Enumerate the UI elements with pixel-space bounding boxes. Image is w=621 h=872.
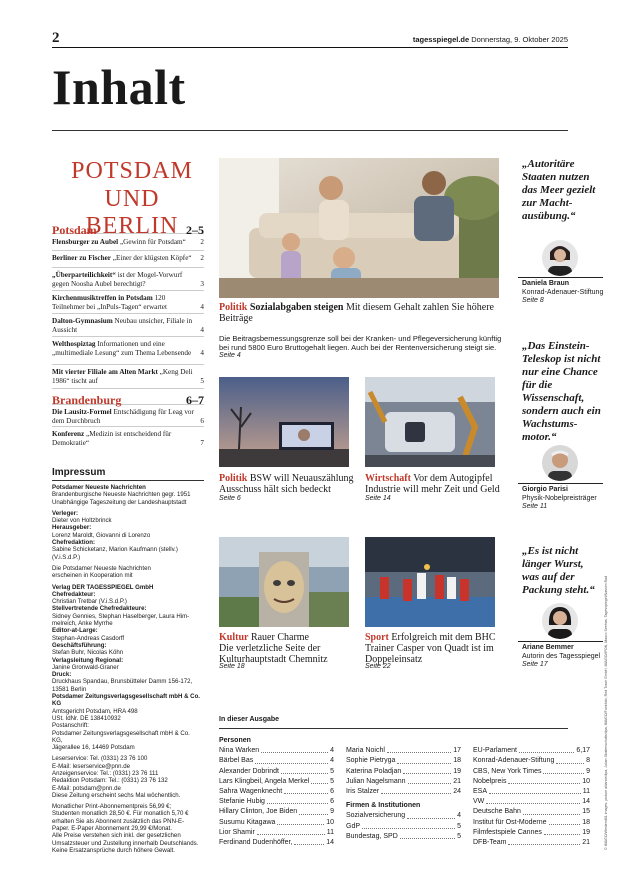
index-entry-name: Alexander Dobrindt (219, 767, 279, 775)
toc-group-heading[interactable] (52, 223, 204, 238)
impressum-rule (52, 480, 204, 481)
section-heading-line1: POTSDAM (71, 158, 193, 184)
index-entry-page: 21 (453, 777, 461, 785)
impressum-line: Geschäftsführung: (52, 641, 107, 649)
toc-item-page: 4 (200, 303, 204, 312)
impressum-line: USt. IdNr. DE 138410932 (52, 714, 121, 722)
quote-rule (518, 641, 603, 642)
index-leader-dots (400, 832, 455, 839)
impressum-body (52, 484, 204, 854)
index-leader-dots (397, 756, 451, 763)
index-entry[interactable] (473, 797, 590, 807)
teaser-caption-autogipfel[interactable] (365, 473, 500, 495)
toc-item[interactable] (52, 368, 204, 386)
impressum-line: Brandenburgische Neueste Nachrichten gegr. 1951 (52, 491, 191, 499)
index-entry-page: 6 (330, 788, 334, 796)
index-entry-page: 18 (582, 818, 590, 826)
index-entry-page: 19 (582, 828, 590, 836)
index-entry[interactable] (473, 838, 590, 848)
impressum-line: melreich, Anke Myrrhe (52, 620, 113, 628)
toc-divider (52, 250, 204, 251)
index-spacer (346, 736, 461, 746)
index-entry-page: 15 (582, 808, 590, 816)
impressum-line: Potsdamer Zeitungsverlagsgesellschaft mbH & Co. (52, 729, 190, 737)
index-entry[interactable] (473, 818, 590, 828)
index-entry-page: 5 (330, 777, 334, 785)
teaser-image-autogipfel[interactable] (365, 377, 495, 467)
toc-item-page: 5 (200, 377, 204, 386)
index-leader-dots (519, 746, 574, 753)
impressum-line: E-Mail: leserservice@pnn.de (52, 762, 130, 770)
portrait-braun (542, 240, 578, 276)
main-story-rubric: Politik (219, 302, 248, 313)
impressum-line: Verlag DER TAGESSPIEGEL GmbH (52, 583, 154, 591)
index-entry-name: Filmfestspiele Cannes (473, 828, 542, 836)
quote-rule (518, 483, 603, 484)
index-entry[interactable] (346, 822, 461, 832)
toc-divider (52, 313, 204, 314)
person-name: Giorgio Parisi (522, 486, 568, 493)
index-entry-name: Institut für Ost-Moderne (473, 818, 547, 826)
toc-item[interactable] (52, 238, 204, 247)
index-leader-dots (486, 797, 580, 804)
toc-divider (52, 364, 204, 365)
impressum-line: Editor-at-Large: (52, 627, 98, 635)
impressum-line: Die Potsdamer Neueste Nachrichten (52, 564, 151, 572)
index-leader-dots (284, 787, 328, 794)
impressum-line: erhalten Sie als Abonnent zusätzlich das PNN-E- (52, 817, 185, 825)
impressum-line: Dieter von Holtzbrinck (52, 517, 112, 525)
teaser-rubric: Politik (219, 473, 248, 484)
index-entry-page: 11 (582, 788, 590, 795)
impressum-line: Anzeigenservice: Tel.: (0331) 23 76 111 (52, 769, 159, 777)
toc-item-topic: Kirchenmusiktreffen in Potsdam (52, 294, 153, 302)
main-story-subline: Mit diesem Gehalt zahlen Sie höhere Beiträge (219, 302, 494, 324)
index-entry-page: 11 (326, 828, 334, 836)
quote-person (522, 644, 607, 670)
toc-item[interactable] (52, 271, 204, 289)
portrait-bemmer (542, 603, 578, 639)
header-rule (52, 47, 568, 48)
index-entry-name: Bärbel Bas (219, 757, 254, 765)
toc-item[interactable] (52, 340, 204, 358)
index-leader-dots (403, 767, 451, 774)
impressum-line: Janine Gronwald-Graner (52, 663, 119, 671)
quote-person (522, 486, 607, 512)
index-leader-dots (255, 756, 328, 763)
index-leader-dots (294, 838, 324, 845)
toc-item-page: 4 (200, 326, 204, 335)
impressum-line: Potsdamer Neueste Nachrichten (52, 484, 146, 491)
quote-text: „Das Einstein-Teleskop ist nicht nur eine Chance für die Wissenschaft, sondern auch ein Wachstumsmotor.“ (522, 340, 601, 443)
impressum-line: Alle Preise verstehen sich inkl. der gesetzlichen (52, 832, 181, 840)
section-heading-line2: UND BERLIN (85, 186, 179, 239)
index-entry-name: DFB-Team (473, 839, 507, 847)
index-leader-dots (257, 828, 325, 835)
index-leader-dots (267, 797, 328, 804)
index-leader-dots (311, 777, 328, 784)
index-entry[interactable] (219, 777, 334, 787)
toc-divider (52, 336, 204, 337)
main-story-headline: Sozialabgaben steigen (249, 302, 344, 313)
teaser-caption-chemnitz[interactable] (219, 632, 354, 665)
teaser-image-bsw[interactable] (219, 377, 349, 467)
index-leader-dots (489, 787, 581, 794)
index-entry-name: GdP (346, 822, 361, 830)
teaser-headline: Rauer Charme (250, 632, 309, 643)
index-entry-name: Sahra Wagenknecht (219, 788, 283, 796)
index-entry-page: 8 (586, 757, 590, 765)
page-title: Inhalt (52, 59, 186, 115)
site-name[interactable]: tagesspiegel.de (412, 35, 470, 44)
toc-item[interactable] (52, 254, 204, 263)
index-leader-dots (408, 777, 452, 784)
teaser-headline: Erfolgreich mit dem BHC (391, 632, 496, 643)
index-leader-dots (407, 811, 455, 818)
toc-item-text: „Keng Deli 1986“ tischt auf (52, 368, 193, 386)
index-entry[interactable] (346, 787, 461, 797)
index-leader-dots (362, 822, 455, 829)
teaser-headline: Vor dem Autogipfel (413, 473, 493, 484)
index-entry-name: VW (473, 798, 485, 806)
index-entry-name: Lars Klingbeil, Angela Merkel (219, 777, 310, 785)
impressum-line: Chefredakteur: (52, 590, 96, 598)
index-entry-page: 19 (453, 767, 461, 775)
impressum-line: 13581 Berlin (52, 685, 87, 693)
family-photo (219, 158, 499, 298)
index-entry-name: Nobelpreis (473, 777, 507, 785)
index-entry-page: 6 (330, 798, 334, 806)
index-entry-name: Stefanie Hubig (219, 798, 265, 806)
index-entry[interactable] (346, 777, 461, 787)
impressum-line: Amtsgericht Potsdam, HRA 498 (52, 707, 138, 715)
index-entry-name: Susumu Kitagawa (219, 818, 276, 826)
index-leader-dots (523, 807, 580, 814)
index-entry[interactable] (473, 767, 590, 777)
index-entry-page: 5 (457, 822, 461, 830)
teaser-rubric: Sport (365, 632, 389, 643)
teaser-rubric: Kultur (219, 632, 249, 643)
toc-group-range: 2–5 (186, 223, 204, 237)
index-entry-page: 18 (453, 757, 461, 765)
impressum-line: Postanschrift: (52, 722, 89, 730)
quote-text: „Autoritäre Staaten nutzen das Meer gezielt zur Machtausübung.“ (522, 158, 596, 222)
person-role: Konrad-Adenauer-Stiftung (522, 288, 604, 296)
teaser-page[interactable]: Seite 18 (219, 663, 245, 670)
person-page[interactable]: Seite 8 (522, 297, 544, 304)
person-icon (542, 240, 578, 276)
teaser-headline: BSW will Neuauszählung (249, 473, 354, 484)
index-entry-page: 4 (330, 747, 334, 755)
person-icon (542, 603, 578, 639)
portrait-parisi (542, 445, 578, 481)
toc-item-page: 3 (200, 280, 204, 289)
person-icon (542, 445, 578, 481)
index-entry[interactable] (219, 838, 334, 848)
person-name: Ariane Bemmer (522, 644, 574, 651)
toc-item-page: 7 (200, 439, 204, 448)
toc-item-text: Neubau unsicher, Filiale in Aussicht (52, 317, 193, 335)
toc-item-text: „Medizin ist entscheidend für Demokratie“ (52, 430, 172, 448)
index-entry-page: 5 (330, 767, 334, 775)
toc-item-topic: Welthospiztag (52, 340, 96, 348)
index-entry-page: 9 (586, 767, 590, 775)
index-leader-dots (556, 756, 584, 763)
index-entry-page: 4 (457, 812, 461, 820)
index-heading: Personen (219, 737, 251, 744)
toc-item-page: 4 (200, 349, 204, 358)
index-entry[interactable] (219, 787, 334, 797)
index-rule (219, 728, 568, 729)
index-column-people-firms (346, 736, 461, 842)
teaser-caption-bhc[interactable] (365, 632, 500, 665)
index-entry[interactable] (219, 807, 334, 817)
index-entry-name: Ferdinand Dudenhöffer, (219, 839, 293, 847)
index-entry-page: 24 (453, 788, 461, 795)
toc-item-page: 2 (200, 238, 204, 246)
index-entry-name: Julian Nagelsmann (346, 777, 406, 785)
index-entry[interactable] (219, 797, 334, 807)
teaser-page[interactable]: Seite 6 (219, 495, 241, 502)
index-entry[interactable] (219, 746, 334, 756)
impressum-line: Christian Tretbar (V.i.S.d.P.) (52, 598, 127, 606)
index-entry-name: EU-Parlament (473, 747, 517, 755)
billboard-photo (219, 377, 349, 467)
impressum-line: Keine Ersatzansprüche durch höhere Gewalt. (52, 846, 175, 854)
quote-text: „Es ist nicht länger Wurst, was auf der Packung steht.“ (522, 545, 595, 596)
toc-divider (52, 267, 204, 268)
quote-person (522, 280, 607, 306)
toc-item-page: 2 (200, 254, 204, 262)
index-entry-page: 21 (582, 839, 590, 847)
index-entry-name: Bundestag, SPD (346, 832, 398, 840)
impressum-line: Redaktion Potsdam: Tel.: (0331) 23 76 132 (52, 777, 168, 785)
mural-photo (219, 537, 349, 627)
index-leader-dots (381, 787, 451, 794)
index-entry-name: Sozialversicherung (346, 812, 406, 820)
teaser-page[interactable]: Seite 14 (365, 495, 391, 502)
toc-item[interactable] (52, 430, 204, 448)
toc-item-text: „Einer der klügsten Köpfe“ (110, 254, 192, 262)
impressum-line: erscheinen in Kooperation mit (52, 572, 133, 580)
toc-item-text: 120 Teilnehmer bei „InPuls-Tagen“ erwartet (52, 294, 167, 312)
toc-group-label: Brandenburg (52, 393, 122, 407)
teaser-caption-bsw[interactable] (219, 473, 354, 495)
index-entry[interactable] (219, 756, 334, 766)
teaser-rubric: Wirtschaft (365, 473, 411, 484)
index-entry[interactable] (219, 828, 334, 838)
issue-date: Donnerstag, 9. Oktober 2025 (471, 35, 568, 44)
impressum-line: Leserservice: Tel. (0331) 23 76 100 (52, 755, 148, 763)
index-leader-dots (299, 807, 328, 814)
toc-item-text: „Gewinn für Potsdam“ (118, 238, 186, 246)
toc-item-topic: Dalton-Gymnasium (52, 317, 113, 325)
teaser-page[interactable]: Seite 22 (365, 663, 391, 670)
toc-group-range: 6–7 (186, 393, 204, 407)
index-entry-page: 5 (457, 832, 461, 840)
index-leader-dots (508, 777, 580, 784)
index-leader-dots (261, 746, 328, 753)
index-column-people (219, 736, 334, 848)
impressum-line: Lorenz Maroldt, Giovanni di Lorenzo (52, 531, 151, 539)
person-name: Daniela Braun (522, 280, 570, 287)
photo-credit-text: © IMAGO/Westend61 images, picture alliance/dpa, Julian Stratenschulte/dpa, IMAGO/Funkfoto, Red Trash GmbH, IMAGO/IPON, Mauro Seehas, Tagesspiegel/Nassim Rad (604, 575, 608, 850)
factory-photo (365, 377, 495, 467)
index-entry-page: 17 (453, 747, 461, 755)
impressum-line: Jägerallee 16, 14469 Potsdam (52, 744, 135, 752)
quote-rule (518, 277, 603, 278)
index-entry[interactable] (473, 777, 590, 787)
index-entry[interactable] (346, 767, 461, 777)
index-entry[interactable] (346, 746, 461, 756)
index-entry-name: CBS, New York Times (473, 767, 542, 775)
person-role: Physik-Nobelpreisträger (522, 494, 597, 502)
impressum-line: Paper. E-Paper Abonnement 29,99 €/Monat. (52, 825, 172, 833)
teaser-image-chemnitz[interactable] (219, 537, 349, 627)
toc-item[interactable] (52, 408, 204, 426)
index-entry-page: 14 (582, 798, 590, 806)
toc-item-text: Informationen und eine „multimediale Lesung“ zum Thema Lebensende (52, 340, 192, 358)
teaser-text: Ausschuss hält sich bedeckt (219, 484, 331, 495)
toc-item-text: ist der Mogel-Vorwurf gegen Noosha Aubel berechtigt? (52, 271, 183, 289)
teaser-text: Industrie will mehr Zeit und Geld (365, 484, 500, 495)
impressum-line: KG, (52, 736, 63, 744)
index-entry-name: Iris Stalzer (346, 788, 380, 795)
index-entry[interactable] (219, 767, 334, 777)
index-leader-dots (549, 818, 581, 825)
index-entry-name: Maria Noichl (346, 747, 385, 755)
index-leader-dots (508, 838, 580, 845)
index-entry-name: Katerina Poladjan (346, 767, 402, 775)
index-leader-dots (277, 818, 324, 825)
index-leader-dots (387, 746, 451, 753)
index-entry-name: ESA (473, 788, 488, 795)
toc-group-label: Potsdam (52, 223, 97, 237)
index-entry-name: Lior Shamir (219, 828, 255, 836)
index-entry-page: 9 (330, 808, 334, 816)
index-leader-dots (544, 828, 580, 835)
impressum-line: Stellvertretende Chefredakteure: (52, 605, 147, 613)
impressum-line: Druckhaus Spandau, Brunsbütteler Damm 156-172, (52, 678, 193, 686)
impressum-line: Druck: (52, 671, 72, 679)
main-story-caption[interactable] (219, 302, 504, 324)
impressum-line: (V.i.S.d.P.) (52, 553, 81, 561)
toc-item-topic: Mit vierter Filiale am Alten Markt (52, 368, 158, 376)
impressum-line: E-Mail: potsdam@pnn.de (52, 784, 121, 792)
index-spacer (473, 736, 590, 746)
impressum-line: Unabhängige Tageszeitung der Landeshauptstadt (52, 498, 187, 506)
index-entry[interactable] (346, 756, 461, 766)
toc-item-page: 6 (200, 417, 204, 426)
photo-credit (604, 540, 612, 850)
index-leader-dots (281, 767, 328, 774)
main-story-image[interactable] (219, 158, 499, 298)
index-entry-page: 6,17 (576, 747, 590, 755)
index-entry-page: 10 (582, 777, 590, 785)
index-entry-name: Konrad-Adenauer-Stiftung (473, 757, 555, 765)
index-title: In dieser Ausgabe (219, 716, 280, 723)
impressum-line: Umsatzsteuer und Zustellung innerhalb Deutschlands. (52, 839, 199, 847)
toc-item[interactable] (52, 317, 204, 335)
main-story-page[interactable]: Seite 4 (219, 352, 241, 359)
index-entry[interactable] (473, 746, 590, 756)
person-page[interactable]: Seite 17 (522, 661, 548, 668)
index-entry-name: Sophie Pietryga (346, 757, 396, 765)
index-entry-name: Deutsche Bahn (473, 808, 521, 816)
handball-photo (365, 537, 495, 627)
toc-item-topic: Konferenz (52, 430, 85, 438)
impressum-line: Diese Zeitung erscheint sechs Mal wöchentlich. (52, 791, 181, 799)
impressum-line: Herausgeber: (52, 524, 92, 532)
masthead-line (413, 35, 568, 44)
teaser-text: Trainer Casper von Quadt ist im Doppeleinsatz (365, 643, 494, 665)
index-entry[interactable] (473, 756, 590, 766)
index-heading: Firmen & Institutionen (346, 802, 421, 810)
index-entry-name: Hillary Clinton, Joe Biden (219, 808, 298, 816)
toc-item[interactable] (52, 294, 204, 312)
index-entry-page: 4 (330, 757, 334, 765)
teaser-text: Die verletzliche Seite der Kulturhauptstadt Chemnitz (219, 643, 328, 665)
index-entry[interactable] (346, 811, 461, 821)
index-entry[interactable] (473, 787, 590, 797)
teaser-image-bhc[interactable] (365, 537, 495, 627)
impressum-line: Stefan Buhr, Nicolas Köhn (52, 649, 124, 657)
title-rule (52, 130, 568, 131)
index-leader-dots (543, 767, 584, 774)
main-story-lead: Die Beitragsbemessungsgrenze soll bei der Kranken- und Pflegeversicherung künftig bei rund 5800 Euro Bruttogehalt liegen. Auch bei der Rentenversicherung steigt sie. (219, 334, 502, 352)
impressum-line: Monatlicher Print-Abonnementpreis 56,99 €; (52, 803, 172, 811)
index-entry-name: Nina Warken (219, 747, 260, 755)
toc-divider (52, 388, 204, 389)
impressum-line: Verleger: (52, 509, 79, 517)
impressum-line: Potsdamer Zeitungsverlagsgesellschaft mbH & Co. KG (52, 693, 200, 708)
index-entry-page: 10 (326, 818, 334, 826)
toc-item-text: Entschädigung für Leag vor dem Durchbruch (52, 408, 194, 426)
impressum-line: Chefredaktion: (52, 539, 95, 547)
impressum-title: Impressum (52, 467, 106, 478)
person-role: Autorin des Tagesspiegel (522, 652, 601, 660)
page-number: 2 (52, 30, 60, 46)
toc-item-topic: Flensburger zu Aubel (52, 238, 119, 246)
index-entry-page: 14 (326, 839, 334, 847)
index-column-institutions (473, 736, 590, 848)
toc-divider (52, 290, 204, 291)
impressum-line: Sidney Gennies, Stephan Haselberger, Laura Him- (52, 612, 190, 620)
index-entry[interactable] (473, 807, 590, 817)
toc-item-topic: Die Lausitz-Formel (52, 408, 112, 416)
impressum-line: Verlagsleitung Regional: (52, 656, 124, 664)
impressum-line: Studenten monatlich 28,50 €. Für monatlich 5,70 € (52, 810, 189, 818)
toc-group-heading[interactable] (52, 393, 204, 408)
toc-item-topic: Berliner zu Fischer (52, 254, 111, 262)
impressum-line: Sabine Schicketanz, Marion Kaufmann (stellv.) (52, 546, 178, 554)
index-entry[interactable] (346, 832, 461, 842)
index-entry[interactable] (219, 818, 334, 828)
person-page[interactable]: Seite 11 (522, 503, 548, 510)
impressum-line: Stephan-Andreas Casdorff (52, 634, 125, 642)
index-entry[interactable] (473, 828, 590, 838)
toc-item-topic: „Überparteilichkeit“ (52, 271, 116, 279)
